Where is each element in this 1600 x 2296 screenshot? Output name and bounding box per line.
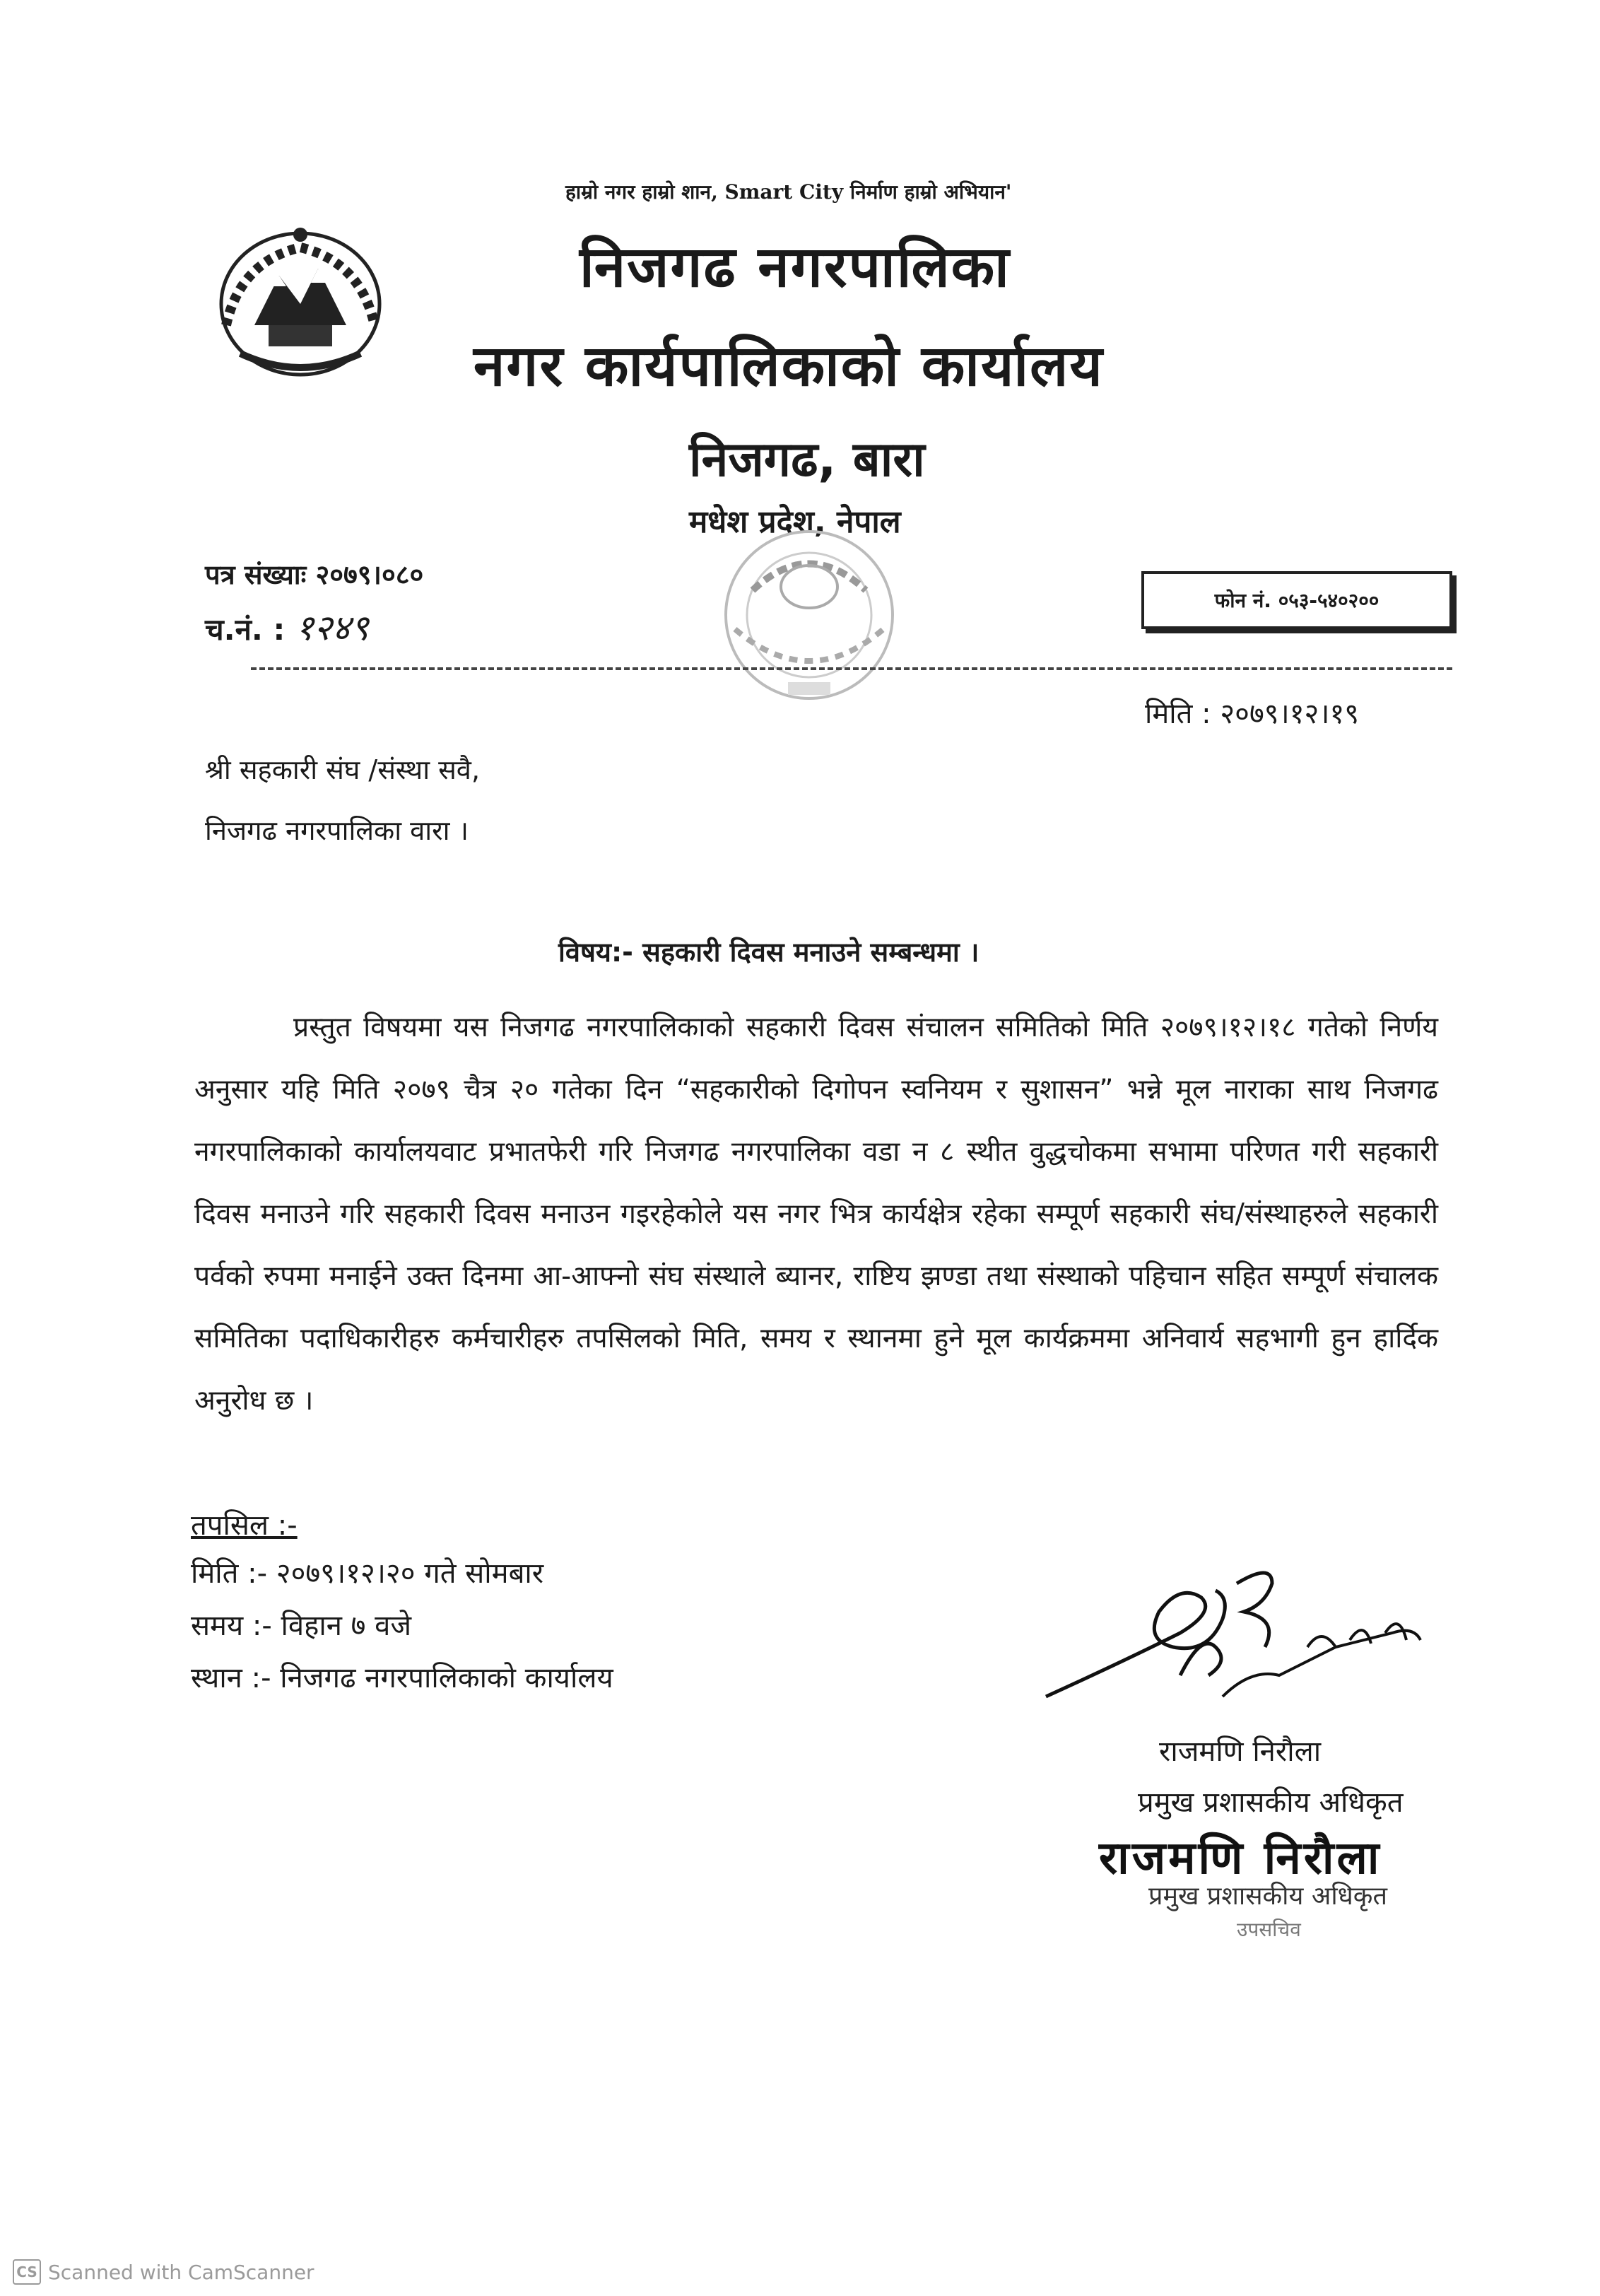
- scanner-watermark: [13, 2259, 314, 2285]
- province: मधेश प्रदेश, नेपाल: [689, 504, 901, 540]
- office-location: निजगढ, बारा: [689, 432, 925, 488]
- nepal-emblem-logo: [212, 219, 389, 382]
- slogan: हाम्रो नगर हाम्रो शान, Smart City निर्माण हाम्रो अभियान': [565, 180, 1012, 204]
- office-name: नगर कार्यपालिकाको कार्यालय: [473, 333, 1104, 399]
- letter-number-label: पत्र संख्याः: [205, 559, 307, 590]
- header-divider: [251, 667, 1452, 670]
- details-place: स्थान :- निजगढ नगरपालिकाको कार्यालय: [191, 1662, 613, 1694]
- details-time: समय :- विहान ७ वजे: [191, 1610, 412, 1642]
- camscanner-icon: CS: [13, 2259, 41, 2285]
- dispatch-number-label: च.नं. :: [205, 612, 286, 647]
- letter-number: [205, 556, 423, 592]
- scanner-text: Scanned with CamScanner: [48, 2260, 314, 2284]
- stamp-rank: उपसचिव: [1237, 1918, 1301, 1941]
- letter-date: मिति : २०७९।१२।१९: [1145, 698, 1360, 730]
- letter-body: प्रस्तुत विषयमा यस निजगढ नगरपालिकाको सहकारी दिवस संचालन समितिको मिति २०७९।१२।१८ गतेको निर्णय अनुसार यहि मिति २०७९ चैत्र २० गतेका दिन “सहकारीको दिगोपन स्वनियम र सुशासन” भन्ने मूल नाराका साथ निजगढ नगरपालिकाको कार्यालयवाट प्रभातफेरी गरि निजगढ नगरपालिका वडा न ८ स्थीत वुद्धचोकमा सभामा परिणत गरी सहकारी दिवस मनाउने गरि सहकारी दिवस मनाउन गइरहेकोले यस नगर भित्र कार्यक्षेत्र रहेका सम्पूर्ण सहकारी संघ/संस्थाहरुले सहकारी पर्वको रुपमा मनाईने उक्त दिनमा आ-आफ्नो संघ संस्थाले ब्यानर, राष्टिय झण्डा तथा संस्थाको पहिचान सहित सम्पूर्ण संचालक समितिका पदाधिकारीहरु कर्मचारीहरु तपसिलको मिति, समय र स्थानमा हुने मूल कार्यक्रममा अनिवार्य सहभागी हुन हार्दिक अनुरोध छ ।: [194, 1012, 1438, 1417]
- signatory-designation: प्रमुख प्रशासकीय अधिकृत: [1138, 1786, 1404, 1819]
- stamp-designation: प्रमुख प्रशासकीय अधिकृत: [1148, 1882, 1387, 1911]
- letter-number-value: २०७९।०८०: [315, 559, 424, 590]
- dispatch-number: [205, 602, 369, 650]
- details-heading: तपसिल :-: [191, 1509, 298, 1542]
- dispatch-number-value: १२४९: [295, 607, 369, 648]
- recipient-line-2: निजगढ नगरपालिका वारा ।: [205, 815, 469, 846]
- details-date: मिति :- २०७९।१२।२० गते सोमबार: [191, 1557, 544, 1590]
- signatory-name: राजमणि निरौला: [1159, 1735, 1322, 1768]
- recipient-line-1: श्री सहकारी संघ /संस्था सवै,: [205, 754, 481, 785]
- stamp-name: राजमणि निरौला: [1099, 1832, 1382, 1885]
- phone-number-box: फोन नं. ०५३-५४०२००: [1141, 571, 1452, 629]
- letter-subject: विषय:- सहकारी दिवस मनाउने सम्बन्धमा ।: [558, 937, 980, 968]
- handwritten-signature: [1039, 1555, 1435, 1718]
- municipality-name: निजगढ नगरपालिका: [580, 234, 1011, 300]
- office-seal-stamp: [693, 523, 926, 721]
